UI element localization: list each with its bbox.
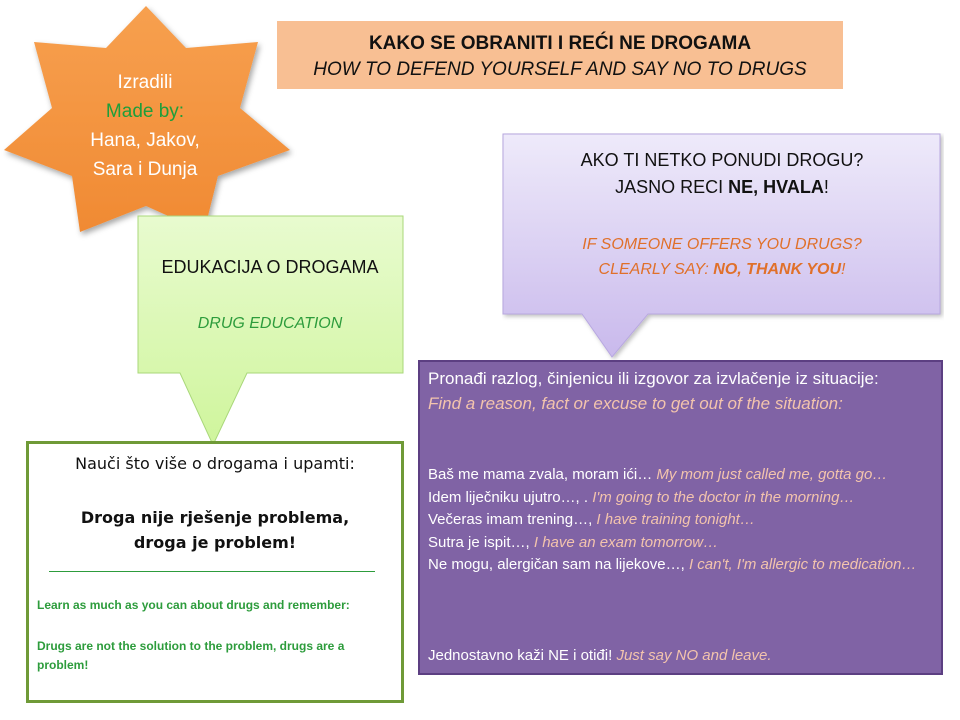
reasons-list [428,464,933,577]
reason-item-en: I can't, I'm allergic to medication… [688,556,917,573]
reason-item [428,464,933,487]
reasons-final-en: Just say NO and leave. [616,647,772,664]
authors-names-line2: Sara i Dunja [92,159,198,180]
reason-item-hr: Idem liječniku ujutro…, . [428,488,593,506]
reason-item-en: I'm going to the doctor in the morning… [592,488,855,506]
authors-text [65,68,225,184]
reason-item-hr: Baš me mama zvala, moram ići… [428,466,657,483]
offer-text-en [503,232,941,282]
reason-item-en: My mom just called me, gotta go… [656,466,888,483]
reason-item-hr: Večeras imam trening…, [428,511,597,528]
learn-divider [49,571,375,572]
education-heading: EDUKACIJA O DROGAMA [161,257,379,277]
offer-en-question: IF SOMEONE OFFERS YOU DRUGS? [582,236,862,253]
reason-item [428,509,933,532]
offer-say-prefix: JASNO RECI [615,177,729,197]
offer-text-hr [503,147,941,201]
learn-key-line1: Droga nije rješenje problema, [80,508,350,527]
offer-en-say-line [503,257,941,282]
offer-question: AKO TI NETKO PONUDI DROGU? [580,150,864,170]
offer-en-say-prefix: CLEARLY SAY: [598,261,714,278]
offer-say-bold: NE, HVALA [728,177,824,197]
learn-key-line2: droga je problem! [133,533,297,552]
authors-label-hr: Izradili [117,72,173,93]
reason-item-en: I have training tonight… [596,511,755,528]
reasons-heading-hr: Pronađi razlog, činjenicu ili izgovor za izvlačenje iz situacije: [428,369,879,388]
offer-say-line [503,174,941,201]
authors-label-en: Made by: [105,101,185,122]
offer-en-say-bold: NO, THANK YOU [713,261,841,278]
title-banner [277,21,843,89]
reasons-final-hr: Jednostavno kaži NE i otiđi! [428,647,617,664]
learn-title: Nauči što više o drogama i upamti: [75,454,355,473]
reason-item [428,487,933,510]
reasons-heading [428,366,933,416]
learn-key-message [29,505,401,555]
reason-item-hr: Sutra je ispit…, [428,533,534,551]
learn-english-line1: Learn as much as you can about drugs and remember: [37,598,350,612]
title-croatian: KAKO SE OBRANITI I REĆI NE DROGAMA [368,33,752,54]
offer-en-say-suffix: ! [841,261,846,278]
offer-say-suffix: ! [823,177,829,197]
authors-names-line1: Hana, Jakov, [90,130,200,151]
reasons-heading-en: Find a reason, fact or excuse to get out of the situation: [428,394,843,413]
reasons-final-line [428,645,933,667]
title-english: HOW TO DEFEND YOURSELF AND SAY NO TO DRUGS [313,59,807,80]
reason-item-en: I have an exam tomorrow… [533,533,719,551]
education-subheading: DRUG EDUCATION [197,315,343,332]
learn-english-line2: Drugs are not the solution to the problem, drugs are a problem! [37,639,345,672]
reason-item [428,532,933,555]
reason-item [428,554,933,577]
reason-item-hr: Ne mogu, alergičan sam na lijekove…, [428,556,689,573]
